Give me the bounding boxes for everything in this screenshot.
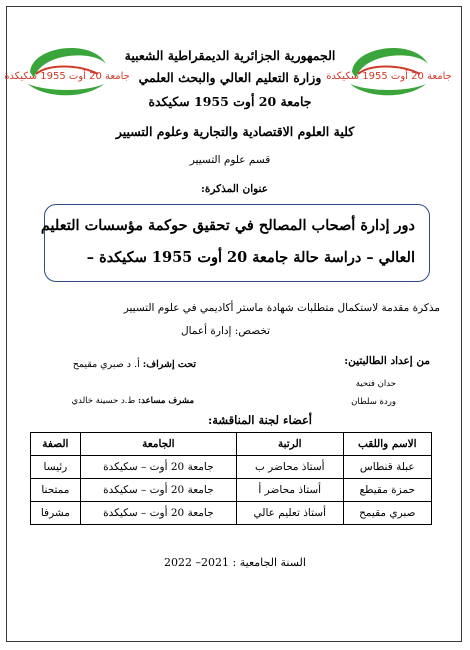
committee-table bbox=[30, 432, 432, 525]
member-rank: أستاذ محاضر ب bbox=[236, 456, 343, 479]
supervisor-label: تحت إشراف: bbox=[142, 359, 196, 370]
header-role: الصفة bbox=[31, 433, 81, 456]
assistant-supervisor-line bbox=[71, 396, 194, 406]
member-name: حمزة مقيطع bbox=[343, 479, 431, 502]
university-name: جامعة 20 أوت 1955 سكيكدة bbox=[148, 94, 312, 109]
committee-title: أعضاء لجنة المناقشة: bbox=[208, 413, 312, 427]
table-row bbox=[31, 502, 432, 525]
memo-title-box bbox=[40, 204, 430, 282]
table-row bbox=[31, 479, 432, 502]
member-role: ممتحنا bbox=[31, 479, 81, 502]
member-name: صبري مقيمح bbox=[343, 502, 431, 525]
member-university: جامعة 20 أوت – سكيكدة bbox=[80, 479, 236, 502]
member-university: جامعة 20 أوت – سكيكدة bbox=[80, 456, 236, 479]
student-name-1: حدان فتحية bbox=[355, 379, 396, 389]
member-rank: أستاذ محاضر أ bbox=[236, 479, 343, 502]
member-rank: أستاذ تعليم عالي bbox=[236, 502, 343, 525]
supervisor-line bbox=[73, 359, 196, 370]
university-logo-right bbox=[326, 34, 452, 106]
memo-title-line-1: دور إدارة أصحاب المصالح في تحقيق حوكمة مؤسسات التعليم bbox=[40, 217, 415, 234]
header-rank: الرتبة bbox=[236, 433, 343, 456]
degree-note: مذكرة مقدمة لاستكمال متطلبات شهادة ماستر أكاديمي في علوم التسيير bbox=[123, 302, 440, 314]
member-university: جامعة 20 أوت – سكيكدة bbox=[80, 502, 236, 525]
republic-name: الجمهورية الجزائرية الديمقراطية الشعبية bbox=[124, 48, 336, 63]
assistant-supervisor-name: ط.د حسينة خالدي bbox=[71, 396, 136, 406]
academic-year: السنة الجامعية : 2021– 2022 bbox=[164, 556, 306, 569]
table-row bbox=[31, 456, 432, 479]
table-header-row bbox=[31, 433, 432, 456]
assistant-supervisor-label: مشرف مساعد: bbox=[138, 396, 194, 406]
member-role: رئيسا bbox=[31, 456, 81, 479]
university-logo-left bbox=[4, 34, 130, 106]
ministry-name: وزارة التعليم العالي والبحث العلمي bbox=[138, 70, 322, 85]
header-university: الجامعة bbox=[80, 433, 236, 456]
memo-title-label: عنوان المذكرة: bbox=[200, 183, 268, 195]
faculty-name: كلية العلوم الاقتصادية والتجارية وعلوم التسيير bbox=[115, 124, 355, 139]
student-name-2: وردة سلطان bbox=[351, 397, 396, 407]
logo-caption: جامعة 20 أوت 1955 سكيكدة bbox=[326, 71, 452, 82]
memo-title-line-2: العالي – دراسة حالة جامعة 20 أوت 1955 سكيكدة – bbox=[86, 249, 415, 266]
department-name: قسم علوم التسيير bbox=[189, 154, 271, 166]
students-label: من إعداد الطالبتين: bbox=[344, 355, 430, 367]
member-name: عبلة قنطاس bbox=[343, 456, 431, 479]
member-role: مشرفا bbox=[31, 502, 81, 525]
specialty: تخصص: إدارة أعمال bbox=[180, 325, 270, 337]
logo-caption: جامعة 20 أوت 1955 سكيكدة bbox=[4, 71, 130, 82]
supervisor-name: أ. د صبري مقيمح bbox=[72, 359, 140, 370]
header-name: الاسم واللقب bbox=[343, 433, 431, 456]
